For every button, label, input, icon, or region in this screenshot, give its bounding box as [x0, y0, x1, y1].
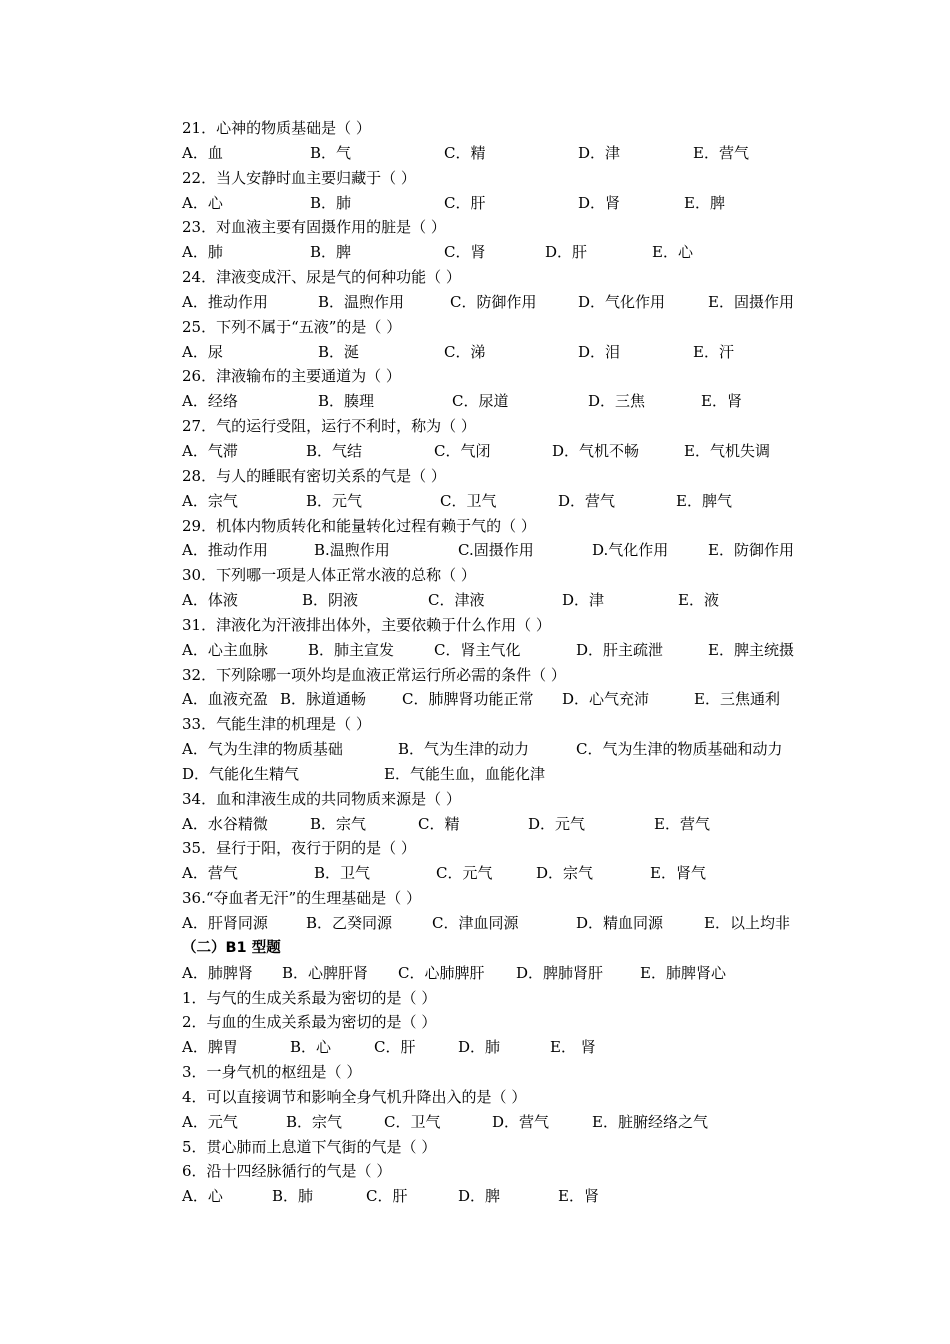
answer-option: E．营气 [654, 814, 710, 833]
answer-option: B．气结 [306, 441, 363, 460]
answer-option: B．宗气 [310, 814, 367, 833]
answer-option: E．肾 [701, 392, 742, 411]
answer-option: B．温煦作用 [318, 292, 405, 311]
answer-options [182, 961, 822, 986]
answer-options [182, 911, 822, 936]
question-text [182, 166, 822, 191]
answer-option: B．腠理 [318, 392, 375, 411]
answer-option: C．防御作用 [450, 292, 537, 311]
answer-option: E．三焦通利 [694, 690, 780, 709]
answer-option: C．涕 [444, 342, 486, 361]
answer-option: C．肾 [444, 243, 486, 262]
answer-option: A．营气 [182, 864, 238, 883]
answer-option: D．气化作用 [578, 292, 666, 311]
question-text [182, 563, 822, 588]
answer-option: D．津 [562, 591, 605, 610]
question-text [182, 315, 822, 340]
answer-option: D．宗气 [536, 864, 594, 883]
answer-option: D．精血同源 [576, 914, 664, 932]
answer-option: A．气为生津的物质基础 [182, 740, 343, 759]
answer-option: D．营气 [558, 491, 616, 510]
answer-option: A．心 [182, 1187, 223, 1206]
answer-option: A．推动作用 [182, 541, 268, 560]
answer-option: C．肾主气化 [434, 640, 521, 659]
answer-option: E．肺脾肾心 [640, 963, 726, 982]
answer-option: D．津 [578, 143, 621, 162]
answer-option: B．涎 [318, 342, 360, 361]
answer-option: A．宗气 [182, 491, 238, 510]
question-text [182, 986, 822, 1011]
answer-option: E．汗 [693, 342, 734, 361]
answer-option: D．泪 [578, 342, 621, 361]
question-text [182, 464, 822, 489]
answer-option: E． 肾 [550, 1038, 596, 1057]
question-stem: 6．沿十四经脉循行的气是（ ） [182, 1162, 392, 1181]
question-text [182, 712, 822, 737]
answer-option: D.气化作用 [592, 541, 669, 560]
answer-options [182, 389, 822, 414]
answer-option: E．心 [652, 243, 693, 262]
answer-option: C．肝 [374, 1038, 416, 1057]
answer-option: D．气能化生精气 [182, 764, 300, 783]
answer-option: C．元气 [436, 864, 493, 883]
answer-option: D．气机不畅 [552, 441, 640, 460]
question-stem: 28．与人的睡眠有密切关系的气是（ ） [182, 466, 446, 485]
answer-option: A．气滞 [182, 441, 238, 460]
section-heading [182, 936, 822, 961]
question-text [182, 514, 822, 539]
answer-options [182, 737, 822, 762]
answer-option: A．肺脾肾 [182, 963, 253, 982]
answer-option: A．脾胃 [182, 1038, 238, 1057]
answer-option: B．气 [310, 143, 352, 162]
answer-option: A．体液 [182, 591, 238, 610]
answer-option: A．元气 [182, 1112, 238, 1131]
answer-option: E．脾主统摄 [708, 640, 794, 659]
section-heading-text: （二）B1 型题 [182, 939, 281, 956]
answer-options [182, 191, 822, 216]
answer-option: E．肾 [558, 1187, 599, 1206]
question-stem: 23．对血液主要有固摄作用的脏是（ ） [182, 218, 446, 237]
answer-options [182, 1184, 822, 1209]
answer-option: E．液 [678, 591, 719, 610]
answer-options [182, 762, 822, 787]
answer-option: E．脏腑经络之气 [592, 1112, 708, 1131]
answer-option: E．肾气 [650, 864, 706, 883]
answer-option: A．肺 [182, 243, 223, 262]
answer-option: C.固摄作用 [458, 541, 534, 560]
question-stem: 34．血和津液生成的共同物质来源是（ ） [182, 789, 461, 808]
question-stem: 25．下列不属于“五液”的是（ ） [182, 317, 402, 336]
answer-option: B．心脾肝肾 [282, 963, 369, 982]
answer-option: C．肺脾肾功能正常 [402, 690, 534, 709]
answer-option: B．乙癸同源 [306, 914, 393, 932]
answer-options [182, 538, 822, 563]
answer-option: B．阴液 [302, 591, 359, 610]
answer-option: E．营气 [693, 143, 749, 162]
question-stem: 31．津液化为汗液排出体外，主要依赖于什么作用（ ） [182, 615, 551, 634]
answer-option: A．经络 [182, 392, 238, 411]
document-body [182, 116, 822, 1209]
question-stem: 22．当人安静时血主要归藏于（ ） [182, 168, 416, 187]
question-stem: 2．与血的生成关系最为密切的是（ ） [182, 1013, 437, 1032]
question-stem: 33．气能生津的机理是（ ） [182, 715, 371, 734]
answer-option: B．元气 [306, 491, 363, 510]
answer-option: D．肝 [545, 243, 588, 262]
answer-options [182, 812, 822, 837]
question-stem: 35．昼行于阳，夜行于阴的是（ ） [182, 839, 416, 858]
answer-option: E．固摄作用 [708, 292, 794, 311]
question-stem: 29．机体内物质转化和能量转化过程有赖于气的（ ） [182, 516, 536, 535]
answer-option: B．卫气 [314, 864, 371, 883]
answer-option: A．心主血脉 [182, 640, 268, 659]
answer-option: A．肝肾同源 [182, 914, 268, 932]
question-text [182, 414, 822, 439]
answer-option: A．血液充盈 [182, 690, 268, 709]
answer-option: C．津液 [428, 591, 485, 610]
answer-options [182, 588, 822, 613]
answer-option: A．水谷精微 [182, 814, 268, 833]
answer-option: C．卫气 [384, 1112, 441, 1131]
question-stem: 1．与气的生成关系最为密切的是（ ） [182, 988, 437, 1007]
question-stem: 27．气的运行受阻，运行不利时，称为（ ） [182, 417, 476, 436]
answer-option: C．气闭 [434, 441, 491, 460]
answer-option: C．气为生津的物质基础和动力 [576, 740, 783, 759]
answer-option: C．肝 [366, 1187, 408, 1206]
answer-option: D．肝主疏泄 [576, 640, 664, 659]
answer-option: A．推动作用 [182, 292, 268, 311]
answer-option: E．气能生血，血能化津 [384, 764, 545, 783]
answer-option: B.温煦作用 [314, 541, 390, 560]
answer-option: B．心 [290, 1038, 332, 1057]
answer-options [182, 141, 822, 166]
answer-option: B．脉道通畅 [280, 690, 367, 709]
answer-option: C．精 [418, 814, 460, 833]
answer-options [182, 687, 822, 712]
answer-option: D．三焦 [588, 392, 646, 411]
answer-option: E．脾 [684, 193, 725, 212]
question-stem: 24．津液变成汗、尿是气的何种功能（ ） [182, 268, 461, 287]
answer-option: D．肺 [458, 1038, 501, 1057]
answer-option: A．尿 [182, 342, 223, 361]
question-stem: 3．一身气机的枢纽是（ ） [182, 1063, 362, 1082]
answer-option: E．防御作用 [708, 541, 794, 560]
question-text [182, 265, 822, 290]
question-stem: 4．可以直接调节和影响全身气机升降出入的是（ ） [182, 1087, 527, 1106]
answer-option: D．营气 [492, 1112, 550, 1131]
question-text [182, 886, 822, 911]
answer-options [182, 1110, 822, 1135]
answer-option: C．尿道 [452, 392, 509, 411]
answer-option: B．脾 [310, 243, 352, 262]
answer-options [182, 240, 822, 265]
answer-option: A．心 [182, 193, 223, 212]
answer-option: E．气机失调 [684, 441, 770, 460]
question-text [182, 1085, 822, 1110]
question-text [182, 116, 822, 141]
answer-option: E．以上均非 [704, 914, 790, 932]
answer-options [182, 439, 822, 464]
question-stem: 32．下列除哪一项外均是血液正常运行所必需的条件（ ） [182, 665, 566, 684]
question-text [182, 215, 822, 240]
answer-option: B．气为生津的动力 [398, 740, 530, 759]
answer-options [182, 1035, 822, 1060]
question-stem: 26．津液输布的主要通道为（ ） [182, 367, 401, 386]
answer-option: D．心气充沛 [562, 690, 650, 709]
answer-option: C．津血同源 [432, 914, 519, 932]
question-stem: 36.“夺血者无汗”的生理基础是（ ） [182, 889, 421, 908]
answer-option: C．精 [444, 143, 486, 162]
answer-option: D．脾 [458, 1187, 501, 1206]
question-text [182, 1159, 822, 1184]
answer-options [182, 638, 822, 663]
answer-option: D．肾 [578, 193, 621, 212]
answer-options [182, 290, 822, 315]
answer-option: B．肺主宣发 [308, 640, 395, 659]
answer-option: B．肺 [272, 1187, 314, 1206]
answer-option: C．肝 [444, 193, 486, 212]
question-text [182, 1010, 822, 1035]
question-text [182, 364, 822, 389]
answer-options [182, 340, 822, 365]
answer-options [182, 861, 822, 886]
answer-options [182, 489, 822, 514]
answer-option: B．肺 [310, 193, 352, 212]
question-stem: 5．贯心肺而上息道下气街的气是（ ） [182, 1137, 437, 1156]
answer-option: B．宗气 [286, 1112, 343, 1131]
question-text [182, 1060, 822, 1085]
answer-option: E．脾气 [676, 491, 732, 510]
question-stem: 30．下列哪一项是人体正常水液的总称（ ） [182, 566, 476, 585]
answer-option: D．元气 [528, 814, 586, 833]
question-stem: 21．心神的物质基础是（ ） [182, 119, 371, 137]
question-text [182, 787, 822, 812]
question-text [182, 836, 822, 861]
answer-option: C．心肺脾肝 [398, 963, 485, 982]
answer-option: A．血 [182, 143, 223, 162]
answer-option: D．脾肺肾肝 [516, 963, 604, 982]
question-text [182, 1135, 822, 1160]
question-text [182, 613, 822, 638]
question-text [182, 663, 822, 688]
answer-option: C．卫气 [440, 491, 497, 510]
